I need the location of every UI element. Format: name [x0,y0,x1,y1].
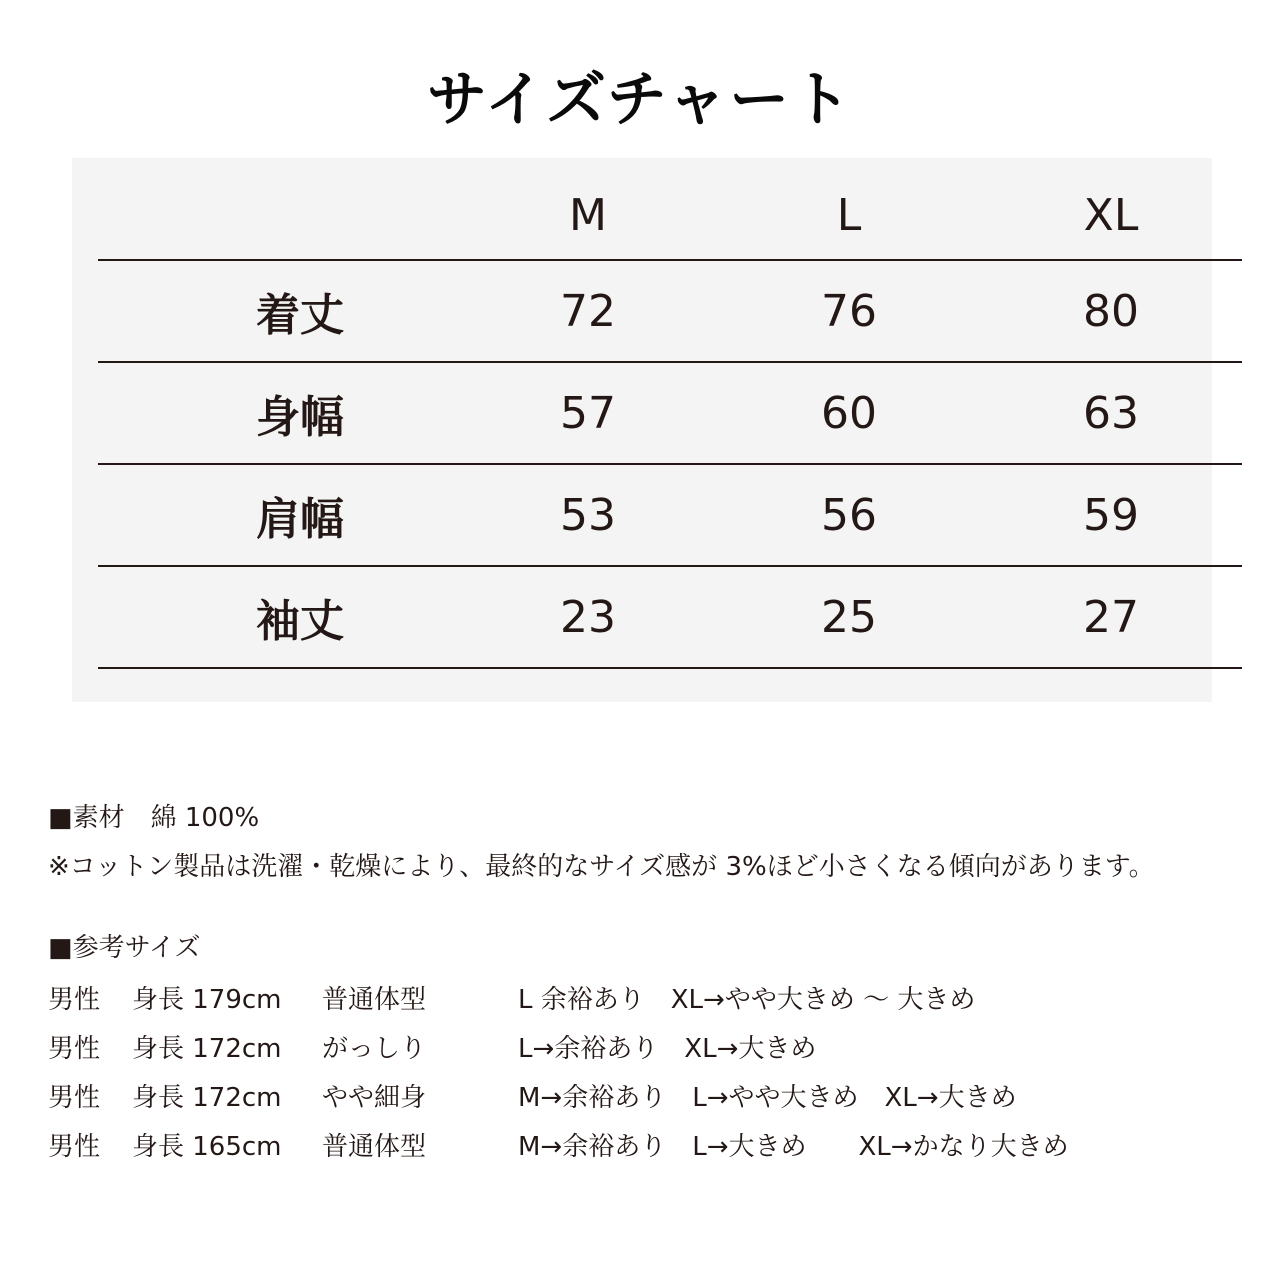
reference-row [48,1120,1069,1169]
row-label: 着丈 [256,290,344,341]
table-row [98,260,1242,362]
cell-value: 76 [821,285,877,337]
ref-gender: 男性 [48,1083,101,1113]
header-size-xl: XL [1083,190,1139,241]
ref-height: 身長 179cm [132,985,282,1015]
table-row [98,566,1242,668]
reference-row [48,973,1069,1022]
header-blank [98,158,458,260]
ref-fit: L 余裕あり XL→やや大きめ 〜 大きめ [518,985,976,1015]
cell-value: 53 [560,489,616,541]
ref-height: 身長 172cm [132,1034,282,1064]
ref-height: 身長 172cm [132,1083,282,1113]
table-row [98,362,1242,464]
ref-height: 身長 165cm [132,1132,282,1162]
ref-build: がっしり [322,1034,427,1064]
cell-value: 57 [560,387,616,439]
reference-heading: ■参考サイズ [48,933,201,963]
ref-gender: 男性 [48,985,101,1015]
cell-value: 60 [821,387,877,439]
notes-section [48,794,1268,1169]
row-label: 袖丈 [256,596,344,647]
row-label: 肩幅 [256,494,344,545]
ref-gender: 男性 [48,1132,101,1162]
cell-value: 23 [560,591,616,643]
ref-fit: M→余裕あり L→大きめ XL→かなり大きめ [518,1132,1069,1162]
ref-fit: M→余裕あり L→やや大きめ XL→大きめ [518,1083,1017,1113]
size-header-row [98,158,1242,260]
cell-value: 59 [1083,489,1139,541]
header-size-l: L [836,190,862,241]
shrinkage-note: ※コットン製品は洗濯・乾燥により、最終的なサイズ感が 3%ほど小さくなる傾向があります。 [48,852,1155,882]
cell-value: 63 [1083,387,1139,439]
row-label: 身幅 [256,392,344,443]
reference-row [48,1071,1069,1120]
table-row [98,464,1242,566]
reference-row [48,1022,1069,1071]
ref-build: やや細身 [322,1083,427,1113]
cell-value: 25 [821,591,877,643]
ref-build: 普通体型 [322,985,427,1015]
cell-value: 56 [821,489,877,541]
ref-build: 普通体型 [322,1132,427,1162]
spacer [48,892,1268,924]
cell-value: 72 [560,285,616,337]
header-size-m: M [569,190,607,241]
cell-value: 80 [1083,285,1139,337]
material-line: ■素材 綿 100% [48,803,260,833]
reference-size-table [48,973,1069,1169]
page-title: サイズチャート [426,65,854,135]
size-chart-panel [72,158,1212,702]
ref-fit: L→余裕あり XL→大きめ [518,1034,817,1064]
cell-value: 27 [1083,591,1139,643]
ref-gender: 男性 [48,1034,101,1064]
size-chart-table [98,158,1242,669]
